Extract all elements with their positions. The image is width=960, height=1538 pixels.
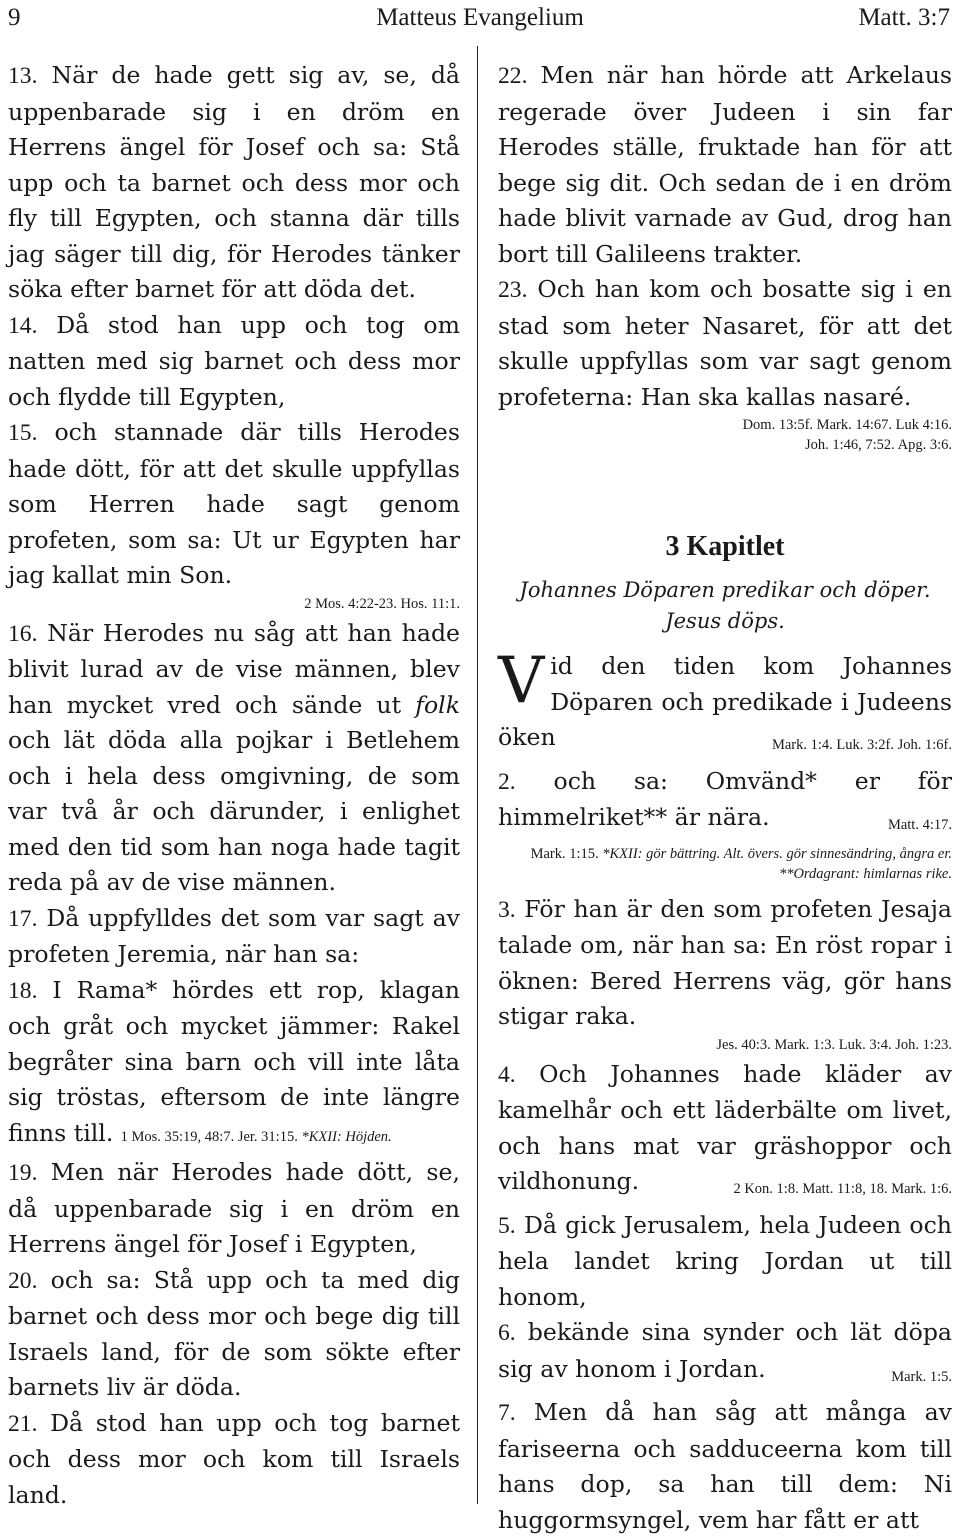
page-header: [0, 0, 960, 36]
verse-23: 23. Och han kom och bosatte sig i en stad som heter Nasaret, för att det skulle uppfyllas som var sagt genom profeterna: Han ska kallas nasaré.: [498, 275, 952, 411]
running-reference: Matt. 3:7: [858, 4, 950, 31]
verse-18: 18. I Rama* hördes ett rop, klagan och gråt och mycket jämmer: Rakel begråter sina barn och vill inte låta sig tröstas, eftersom de inte längre finns till. 1 Mos. 35:19, 48:7. Jer. 31:15. *KXII: Höjden.: [8, 975, 460, 1147]
verse-21: 21. Då stod han upp och tog barnet och dess mor och kom till Israels land.: [8, 1408, 460, 1509]
verse-20: 20. och sa: Stå upp och ta med dig barnet och dess mor och bege dig till Israels land, för de som sökte efter barnets liv är döda.: [8, 1265, 461, 1401]
verse-14: 14. Då stod han upp och tog om natten med sig barnet och dess mor och flydde till Egypten,: [8, 310, 461, 411]
verse-2: 2. och sa: Omvänd* er för himmelriket** är nära. Matt. 4:17.: [498, 764, 952, 836]
verse-19: 19. Men när Herodes hade dött, se, då uppenbarade sig i en dröm en Herrens ängel för Josef i Egypten,: [8, 1158, 460, 1258]
verse-1: Vid den tiden kom Johannes Döparen och predikade i Judeens öken Mark. 1:4. Luk. 3:2f. Joh. 1:6f.: [498, 649, 952, 756]
chapter-summary: Johannes Döparen predikar och döper. Jesus döps.: [519, 578, 931, 633]
cross-reference: 2 Mos. 4:22-23. Hos. 11:1.: [304, 595, 460, 612]
verse-16: 16. När Herodes nu såg att han hade blivit lurad av de vise männen, blev han mycket vred och sände ut folk och lät döda alla pojkar i Betlehem och i hela dess omgivning, de som var två år och därunder, i enlighet med den tid som han noga hade tagit reda på av de vise männen.: [8, 618, 461, 896]
drop-cap: V: [498, 644, 545, 718]
verse-13: 13. När de hade gett sig av, se, då uppenbarade sig i en dröm en Herrens ängel för Josef och sa: Stå upp och ta barnet och dess mor och fly till Egypten, och stanna där tills jag säger till dig, för Herodes tänker söka efter barnet för att döda det.: [8, 61, 460, 303]
verse-6: 6. bekände sina synder och lät döpa sig av honom i Jordan. Mark. 1:5.: [498, 1315, 952, 1387]
book-title: Matteus Evangelium: [376, 4, 584, 31]
page-number: 9: [8, 4, 21, 31]
chapter-heading: 3 Kapitlet: [665, 531, 785, 562]
verse-5: 5. Då gick Jerusalem, hela Judeen och hela landet kring Jordan ut till honom,: [498, 1210, 953, 1311]
cross-reference: Matt. 4:17.: [887, 817, 952, 833]
column-divider: [477, 46, 478, 1504]
cross-reference: Dom. 13:5f. Mark. 14:67. Luk 4:16.: [742, 417, 952, 433]
left-column: [8, 58, 460, 1513]
cross-reference: Mark. 1:4. Luk. 3:2f. Joh. 1:6f.: [771, 737, 952, 753]
cross-reference: 1 Mos. 35:19, 48:7. Jer. 31:15.: [120, 1128, 298, 1145]
cross-reference: Jes. 40:3. Mark. 1:3. Luk. 3:4. Joh. 1:23.: [716, 1036, 952, 1053]
verse-17: 17. Då uppfylldes det som var sagt av profeten Jeremia, när han sa:: [8, 903, 461, 968]
cross-reference: Joh. 1:46, 7:52. Apg. 3:6.: [804, 437, 952, 453]
cross-reference: Mark. 1:5.: [891, 1368, 952, 1385]
verse-7: 7. Men då han såg att många av fariseerna och sadduceerna kom till hans dop, sa han till dem: Ni huggormsyngel, vem har fått er att: [498, 1398, 952, 1534]
verse-3: 3. För han är den som profeten Jesaja talade om, när han sa: En röst ropar i öknen: Bered Herrens väg, gör hans stigar raka.: [498, 894, 953, 1030]
verse-22: 22. Men när han hörde att Arkelaus regerade över Judeen i sin far Herodes ställe, fruktade han för att bege sig dit. Och sedan de i en dröm hade blivit varnade av Gud, drog han bort till Galileens trakter.: [498, 61, 953, 268]
right-column: [498, 58, 952, 1538]
footnote: *KXII: Höjden.: [301, 1128, 392, 1145]
verse-4: 4. Och Johannes hade kläder av kamelhår och ett läderbälte om livet, och hans mat var gräshoppor och vildhonung. 2 Kon. 1:8. Matt. 11:8, 18. Mark. 1:6.: [498, 1057, 952, 1200]
verse-15: 15. och stannade där tills Herodes hade dött, för att det skulle uppfyllas som Herren hade sagt genom profeten, som sa: Ut ur Egypten har jag kallat min Son.: [8, 418, 460, 589]
cross-reference: 2 Kon. 1:8. Matt. 11:8, 18. Mark. 1:6.: [733, 1181, 952, 1197]
footnote: Mark. 1:15. *KXII: gör bättring. Alt. övers. gör sinnesändring, ångra er. **Ordagrant: himlarnas rike.: [530, 845, 952, 882]
